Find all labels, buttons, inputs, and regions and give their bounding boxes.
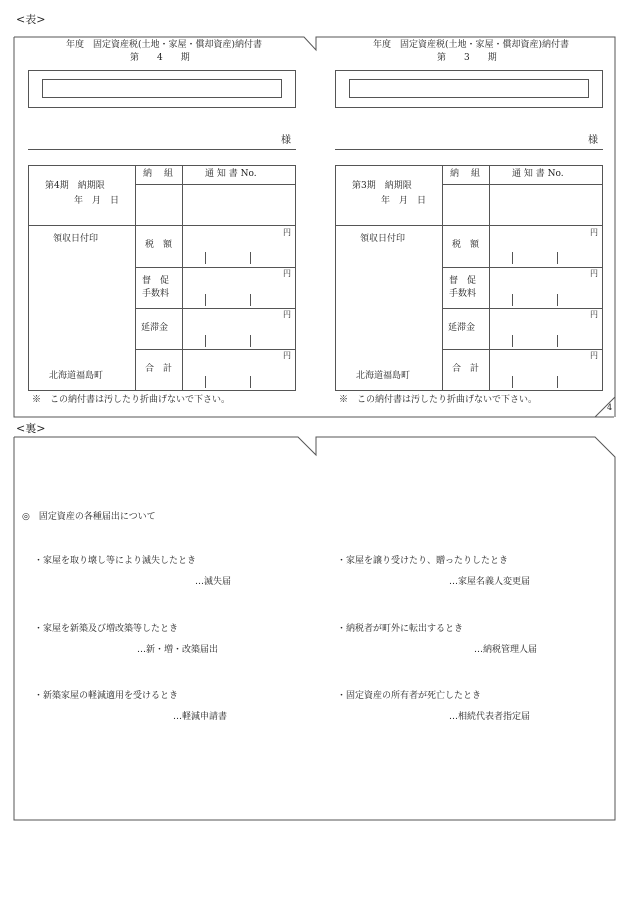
row-reminder-fee: 督 促 手数料: [142, 276, 170, 300]
notice-item: ・家屋を譲り受けたり、贈ったりしたとき: [337, 556, 509, 566]
sama-label: 様: [281, 135, 291, 146]
yen-unit: 円: [283, 228, 291, 237]
notice-item: ・納税者が町外に転出するとき: [337, 624, 464, 634]
back-side-label: <裏>: [16, 422, 46, 435]
notice-form: …相続代表者指定届: [449, 712, 531, 722]
deadline-label: 第4期 納期限: [45, 181, 105, 191]
yen-unit: 円: [590, 269, 598, 278]
tsuchi-no-label: 通 知 書 No.: [512, 169, 564, 179]
notice-item: ・家屋を新築及び増改築等したとき: [34, 624, 179, 634]
notice-form: …家屋名義人変更届: [449, 577, 531, 587]
corner-number: 4: [607, 403, 613, 412]
sama-label: 様: [588, 135, 598, 146]
stub-period: 第 3 期: [437, 53, 497, 63]
kumi-label: 組: [471, 169, 481, 179]
deadline-label: 第3期 納期限: [352, 181, 412, 191]
nou-label: 納: [450, 169, 460, 179]
receipt-stamp-label: 領収日付印: [53, 234, 99, 244]
notice-form: …滅失届: [195, 577, 232, 587]
front-side-label: <表>: [16, 13, 46, 26]
notice-form: …納税管理人届: [474, 645, 538, 655]
address-field[interactable]: [349, 79, 589, 98]
notice-item: ・固定資産の所有者が死亡したとき: [337, 691, 482, 701]
row-late-fee: 延滞金: [141, 323, 169, 333]
address-field[interactable]: [42, 79, 282, 98]
yen-unit: 円: [283, 310, 291, 319]
notice-form: …軽減申請書: [173, 712, 228, 722]
town-label: 北海道福島町: [49, 371, 104, 381]
back-heading: ◎ 固定資産の各種届出について: [22, 512, 156, 522]
nou-label: 納: [143, 169, 153, 179]
handling-note: ※ この納付書は汚したり折曲げないで下さい。: [32, 395, 231, 405]
row-reminder-fee: 督 促 手数料: [449, 276, 477, 300]
yen-unit: 円: [590, 351, 598, 360]
row-late-fee: 延滞金: [448, 323, 476, 333]
deadline-date: 年 月 日: [381, 196, 427, 206]
handling-note: ※ この納付書は汚したり折曲げないで下さい。: [339, 395, 538, 405]
notice-form: …新・増・改築届出: [137, 645, 219, 655]
yen-unit: 円: [590, 310, 598, 319]
tsuchi-no-label: 通 知 書 No.: [205, 169, 257, 179]
row-tax-amount: 税 額: [452, 240, 480, 250]
yen-unit: 円: [283, 351, 291, 360]
name-line: [28, 149, 296, 150]
receipt-stamp-label: 領収日付印: [360, 234, 406, 244]
kumi-label: 組: [164, 169, 174, 179]
stub-period: 第 4 期: [130, 53, 190, 63]
name-line: [335, 149, 603, 150]
row-tax-amount: 税 額: [145, 240, 173, 250]
row-total: 合 計: [145, 364, 173, 374]
stub-title: 年度 固定資産税(土地・家屋・償却資産)納付書: [373, 40, 570, 50]
notice-item: ・家屋を取り壊し等により滅失したとき: [34, 556, 197, 566]
row-total: 合 計: [452, 364, 480, 374]
stub-title: 年度 固定資産税(土地・家屋・償却資産)納付書: [66, 40, 263, 50]
yen-unit: 円: [590, 228, 598, 237]
town-label: 北海道福島町: [356, 371, 411, 381]
deadline-date: 年 月 日: [74, 196, 120, 206]
yen-unit: 円: [283, 269, 291, 278]
notice-item: ・新築家屋の軽減適用を受けるとき: [34, 691, 179, 701]
